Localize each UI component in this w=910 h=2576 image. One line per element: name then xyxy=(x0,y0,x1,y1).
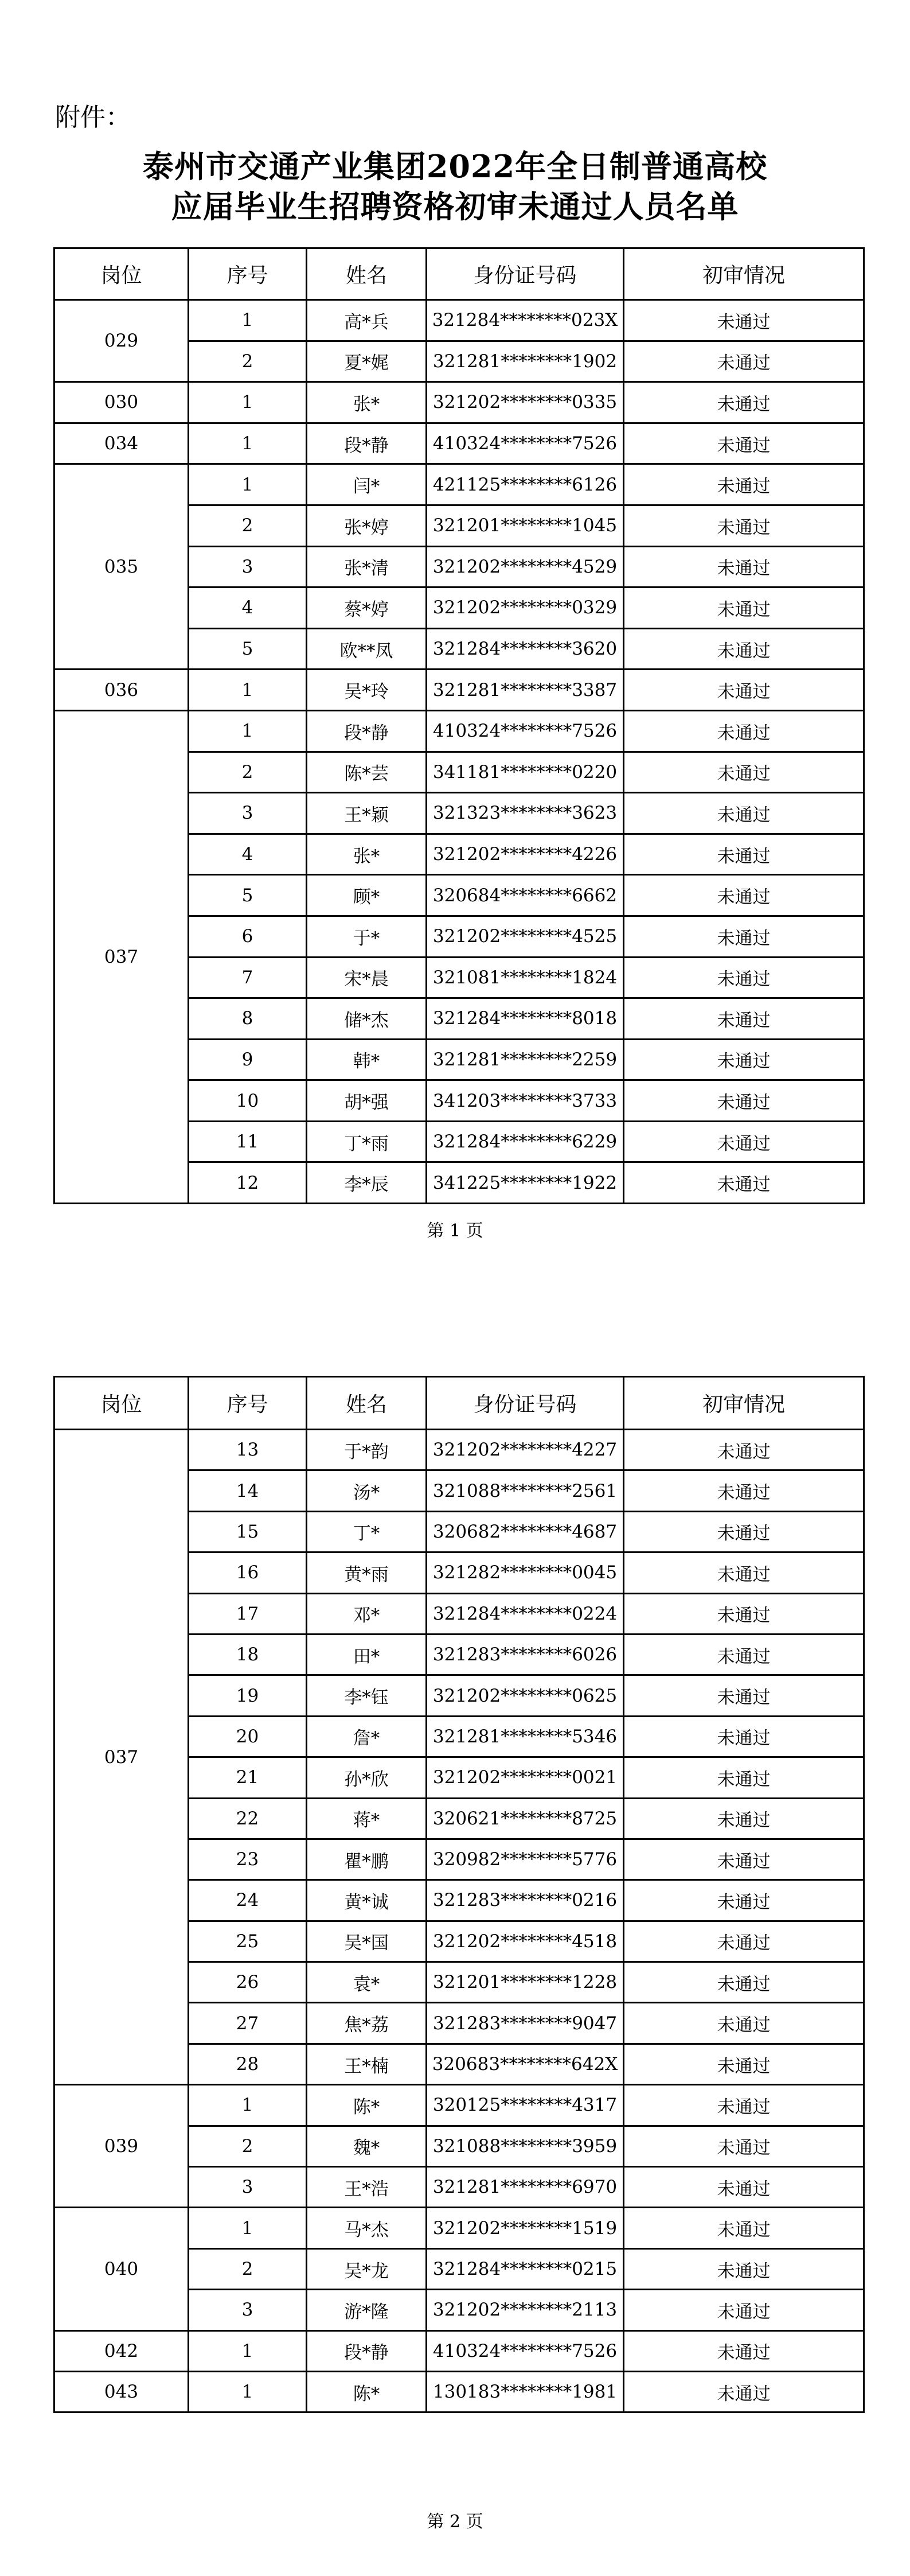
status-cell: 未通过 xyxy=(624,587,864,629)
status-cell: 未通过 xyxy=(624,2044,864,2084)
status-cell: 未通过 xyxy=(624,1921,864,1962)
seq-cell: 12 xyxy=(189,1162,307,1204)
status-cell: 未通过 xyxy=(624,1880,864,1921)
status-cell: 未通过 xyxy=(624,793,864,834)
name-cell: 段*静 xyxy=(307,423,427,464)
candidate-table-page-1 xyxy=(53,247,865,1204)
post-code-cell: 034 xyxy=(54,423,189,464)
status-cell: 未通过 xyxy=(624,2085,864,2126)
seq-cell: 1 xyxy=(189,423,307,464)
status-cell: 未通过 xyxy=(624,1593,864,1634)
id-number-cell: 321281********6970 xyxy=(427,2167,624,2208)
status-cell: 未通过 xyxy=(624,2371,864,2412)
seq-cell: 15 xyxy=(189,1511,307,1552)
seq-cell: 2 xyxy=(189,505,307,546)
status-cell: 未通过 xyxy=(624,2208,864,2248)
header-name: 姓名 xyxy=(307,1377,427,1430)
status-cell: 未通过 xyxy=(624,1716,864,1757)
id-number-cell: 321202********4226 xyxy=(427,834,624,875)
table-row xyxy=(54,464,864,505)
status-cell: 未通过 xyxy=(624,1962,864,2003)
name-cell: 欧**凤 xyxy=(307,628,427,670)
table-row xyxy=(54,670,864,711)
name-cell: 陈* xyxy=(307,2085,427,2126)
seq-cell: 21 xyxy=(189,1757,307,1798)
seq-cell: 24 xyxy=(189,1880,307,1921)
id-number-cell: 320982********5776 xyxy=(427,1839,624,1880)
id-number-cell: 321201********1228 xyxy=(427,1962,624,2003)
status-cell: 未通过 xyxy=(624,2290,864,2330)
name-cell: 焦*荔 xyxy=(307,2003,427,2044)
seq-cell: 1 xyxy=(189,464,307,505)
seq-cell: 9 xyxy=(189,1039,307,1080)
id-number-cell: 410324********7526 xyxy=(427,2330,624,2371)
seq-cell: 14 xyxy=(189,1470,307,1511)
name-cell: 王*浩 xyxy=(307,2167,427,2208)
id-number-cell: 321283********6026 xyxy=(427,1634,624,1675)
status-cell: 未通过 xyxy=(624,1470,864,1511)
post-code-cell: 036 xyxy=(54,670,189,711)
id-number-cell: 341225********1922 xyxy=(427,1162,624,1204)
status-cell: 未通过 xyxy=(624,1552,864,1593)
status-cell: 未通过 xyxy=(624,546,864,587)
name-cell: 李*钰 xyxy=(307,1675,427,1716)
page-footer-1: 第 1 页 xyxy=(427,1221,483,1241)
seq-cell: 13 xyxy=(189,1430,307,1470)
attachment-label: 附件： xyxy=(55,103,131,132)
id-number-cell: 321281********2259 xyxy=(427,1039,624,1080)
seq-cell: 3 xyxy=(189,793,307,834)
seq-cell: 5 xyxy=(189,875,307,916)
table-row xyxy=(54,423,864,464)
id-number-cell: 321202********1519 xyxy=(427,2208,624,2248)
status-cell: 未通过 xyxy=(624,2248,864,2289)
status-cell: 未通过 xyxy=(624,1121,864,1162)
seq-cell: 1 xyxy=(189,2085,307,2126)
seq-cell: 27 xyxy=(189,2003,307,2044)
name-cell: 吴*龙 xyxy=(307,2248,427,2289)
id-number-cell: 321281********1902 xyxy=(427,341,624,382)
name-cell: 张*婷 xyxy=(307,505,427,546)
status-cell: 未通过 xyxy=(624,423,864,464)
name-cell: 袁* xyxy=(307,1962,427,2003)
status-cell: 未通过 xyxy=(624,1162,864,1204)
table-row xyxy=(54,382,864,423)
seq-cell: 1 xyxy=(189,710,307,752)
post-code-cell: 029 xyxy=(54,300,189,382)
header-seq: 序号 xyxy=(189,1377,307,1430)
name-cell: 吴*国 xyxy=(307,1921,427,1962)
name-cell: 邓* xyxy=(307,1593,427,1634)
name-cell: 孙*欣 xyxy=(307,1757,427,1798)
name-cell: 黄*雨 xyxy=(307,1552,427,1593)
header-post: 岗位 xyxy=(54,1377,189,1430)
status-cell: 未通过 xyxy=(624,341,864,382)
id-number-cell: 341203********3733 xyxy=(427,1080,624,1122)
header-seq: 序号 xyxy=(189,248,307,300)
id-number-cell: 321088********2561 xyxy=(427,1470,624,1511)
status-cell: 未通过 xyxy=(624,998,864,1040)
name-cell: 张* xyxy=(307,382,427,423)
status-cell: 未通过 xyxy=(624,1839,864,1880)
name-cell: 于*韵 xyxy=(307,1430,427,1470)
post-code-cell: 030 xyxy=(54,382,189,423)
id-number-cell: 321281********3387 xyxy=(427,670,624,711)
status-cell: 未通过 xyxy=(624,752,864,793)
status-cell: 未通过 xyxy=(624,300,864,341)
seq-cell: 11 xyxy=(189,1121,307,1162)
table-header-row xyxy=(54,1377,864,1430)
status-cell: 未通过 xyxy=(624,710,864,752)
table-header-row xyxy=(54,248,864,300)
name-cell: 丁*雨 xyxy=(307,1121,427,1162)
seq-cell: 6 xyxy=(189,916,307,957)
seq-cell: 22 xyxy=(189,1798,307,1839)
id-number-cell: 321202********4529 xyxy=(427,546,624,587)
name-cell: 高*兵 xyxy=(307,300,427,341)
status-cell: 未通过 xyxy=(624,382,864,423)
seq-cell: 2 xyxy=(189,752,307,793)
table-row xyxy=(54,1430,864,1470)
seq-cell: 3 xyxy=(189,546,307,587)
id-number-cell: 321282********0045 xyxy=(427,1552,624,1593)
name-cell: 汤* xyxy=(307,1470,427,1511)
status-cell: 未通过 xyxy=(624,1080,864,1122)
seq-cell: 2 xyxy=(189,341,307,382)
status-cell: 未通过 xyxy=(624,1511,864,1552)
name-cell: 王*颖 xyxy=(307,793,427,834)
status-cell: 未通过 xyxy=(624,2167,864,2208)
id-number-cell: 321202********0329 xyxy=(427,587,624,629)
id-number-cell: 321202********4518 xyxy=(427,1921,624,1962)
header-id: 身份证号码 xyxy=(427,1377,624,1430)
post-code-cell: 037 xyxy=(54,1430,189,2085)
id-number-cell: 321202********0625 xyxy=(427,1675,624,1716)
name-cell: 詹* xyxy=(307,1716,427,1757)
name-cell: 张* xyxy=(307,834,427,875)
header-post: 岗位 xyxy=(54,248,189,300)
name-cell: 宋*晨 xyxy=(307,957,427,998)
seq-cell: 26 xyxy=(189,1962,307,2003)
seq-cell: 16 xyxy=(189,1552,307,1593)
table-row xyxy=(54,2208,864,2248)
page-footer-2: 第 2 页 xyxy=(427,2512,483,2532)
name-cell: 陈*芸 xyxy=(307,752,427,793)
id-number-cell: 321202********4227 xyxy=(427,1430,624,1470)
seq-cell: 3 xyxy=(189,2167,307,2208)
seq-cell: 2 xyxy=(189,2126,307,2166)
name-cell: 丁* xyxy=(307,1511,427,1552)
seq-cell: 17 xyxy=(189,1593,307,1634)
name-cell: 蒋* xyxy=(307,1798,427,1839)
seq-cell: 1 xyxy=(189,2208,307,2248)
document-title-line-1: 泰州市交通产业集团2022年全日制普通高校 xyxy=(142,148,768,185)
table-row xyxy=(54,710,864,752)
status-cell: 未通过 xyxy=(624,2003,864,2044)
id-number-cell: 321202********2113 xyxy=(427,2290,624,2330)
id-number-cell: 410324********7526 xyxy=(427,710,624,752)
post-code-cell: 042 xyxy=(54,2330,189,2371)
seq-cell: 4 xyxy=(189,587,307,629)
seq-cell: 25 xyxy=(189,1921,307,1962)
name-cell: 陈* xyxy=(307,2371,427,2412)
seq-cell: 1 xyxy=(189,2371,307,2412)
header-status: 初审情况 xyxy=(624,248,864,300)
id-number-cell: 410324********7526 xyxy=(427,423,624,464)
seq-cell: 1 xyxy=(189,300,307,341)
id-number-cell: 321284********6229 xyxy=(427,1121,624,1162)
status-cell: 未通过 xyxy=(624,464,864,505)
name-cell: 张*清 xyxy=(307,546,427,587)
id-number-cell: 321202********0021 xyxy=(427,1757,624,1798)
name-cell: 魏* xyxy=(307,2126,427,2166)
id-number-cell: 321201********1045 xyxy=(427,505,624,546)
status-cell: 未通过 xyxy=(624,1634,864,1675)
id-number-cell: 321283********9047 xyxy=(427,2003,624,2044)
post-code-cell: 040 xyxy=(54,2208,189,2330)
status-cell: 未通过 xyxy=(624,834,864,875)
name-cell: 段*静 xyxy=(307,2330,427,2371)
post-code-cell: 037 xyxy=(54,710,189,1203)
id-number-cell: 421125********6126 xyxy=(427,464,624,505)
status-cell: 未通过 xyxy=(624,670,864,711)
seq-cell: 5 xyxy=(189,628,307,670)
seq-cell: 8 xyxy=(189,998,307,1040)
name-cell: 黄*诚 xyxy=(307,1880,427,1921)
status-cell: 未通过 xyxy=(624,875,864,916)
name-cell: 胡*强 xyxy=(307,1080,427,1122)
seq-cell: 1 xyxy=(189,382,307,423)
status-cell: 未通过 xyxy=(624,1039,864,1080)
id-number-cell: 320125********4317 xyxy=(427,2085,624,2126)
id-number-cell: 321284********0215 xyxy=(427,2248,624,2289)
id-number-cell: 321284********0224 xyxy=(427,1593,624,1634)
table-row xyxy=(54,2371,864,2412)
header-status: 初审情况 xyxy=(624,1377,864,1430)
name-cell: 于* xyxy=(307,916,427,957)
status-cell: 未通过 xyxy=(624,1757,864,1798)
candidate-table-page-2 xyxy=(53,1376,865,2413)
name-cell: 马*杰 xyxy=(307,2208,427,2248)
status-cell: 未通过 xyxy=(624,1430,864,1470)
seq-cell: 3 xyxy=(189,2290,307,2330)
table-row xyxy=(54,2085,864,2126)
id-number-cell: 321202********4525 xyxy=(427,916,624,957)
name-cell: 蔡*婷 xyxy=(307,587,427,629)
id-number-cell: 320684********6662 xyxy=(427,875,624,916)
seq-cell: 1 xyxy=(189,670,307,711)
id-number-cell: 321081********1824 xyxy=(427,957,624,998)
name-cell: 游*隆 xyxy=(307,2290,427,2330)
id-number-cell: 321284********8018 xyxy=(427,998,624,1040)
id-number-cell: 320683********642X xyxy=(427,2044,624,2084)
name-cell: 段*静 xyxy=(307,710,427,752)
post-code-cell: 043 xyxy=(54,2371,189,2412)
status-cell: 未通过 xyxy=(624,628,864,670)
id-number-cell: 321323********3623 xyxy=(427,793,624,834)
status-cell: 未通过 xyxy=(624,957,864,998)
id-number-cell: 321281********5346 xyxy=(427,1716,624,1757)
post-code-cell: 035 xyxy=(54,464,189,670)
id-number-cell: 320621********8725 xyxy=(427,1798,624,1839)
seq-cell: 19 xyxy=(189,1675,307,1716)
status-cell: 未通过 xyxy=(624,1798,864,1839)
seq-cell: 2 xyxy=(189,2248,307,2289)
seq-cell: 28 xyxy=(189,2044,307,2084)
name-cell: 顾* xyxy=(307,875,427,916)
table-row xyxy=(54,2330,864,2371)
status-cell: 未通过 xyxy=(624,916,864,957)
seq-cell: 23 xyxy=(189,1839,307,1880)
name-cell: 王*楠 xyxy=(307,2044,427,2084)
name-cell: 闫* xyxy=(307,464,427,505)
table-row xyxy=(54,300,864,341)
seq-cell: 1 xyxy=(189,2330,307,2371)
seq-cell: 4 xyxy=(189,834,307,875)
header-name: 姓名 xyxy=(307,248,427,300)
id-number-cell: 321284********023X xyxy=(427,300,624,341)
seq-cell: 7 xyxy=(189,957,307,998)
status-cell: 未通过 xyxy=(624,1675,864,1716)
id-number-cell: 320682********4687 xyxy=(427,1511,624,1552)
name-cell: 瞿*鹏 xyxy=(307,1839,427,1880)
status-cell: 未通过 xyxy=(624,2330,864,2371)
name-cell: 吴*玲 xyxy=(307,670,427,711)
name-cell: 韩* xyxy=(307,1039,427,1080)
seq-cell: 20 xyxy=(189,1716,307,1757)
post-code-cell: 039 xyxy=(54,2085,189,2208)
name-cell: 李*辰 xyxy=(307,1162,427,1204)
seq-cell: 18 xyxy=(189,1634,307,1675)
id-number-cell: 321202********0335 xyxy=(427,382,624,423)
status-cell: 未通过 xyxy=(624,2126,864,2166)
id-number-cell: 321283********0216 xyxy=(427,1880,624,1921)
id-number-cell: 130183********1981 xyxy=(427,2371,624,2412)
name-cell: 夏*娓 xyxy=(307,341,427,382)
name-cell: 田* xyxy=(307,1634,427,1675)
id-number-cell: 321088********3959 xyxy=(427,2126,624,2166)
status-cell: 未通过 xyxy=(624,505,864,546)
id-number-cell: 341181********0220 xyxy=(427,752,624,793)
id-number-cell: 321284********3620 xyxy=(427,628,624,670)
header-id: 身份证号码 xyxy=(427,248,624,300)
seq-cell: 10 xyxy=(189,1080,307,1122)
document-title-line-2: 应届毕业生招聘资格初审未通过人员名单 xyxy=(171,188,739,225)
name-cell: 储*杰 xyxy=(307,998,427,1040)
